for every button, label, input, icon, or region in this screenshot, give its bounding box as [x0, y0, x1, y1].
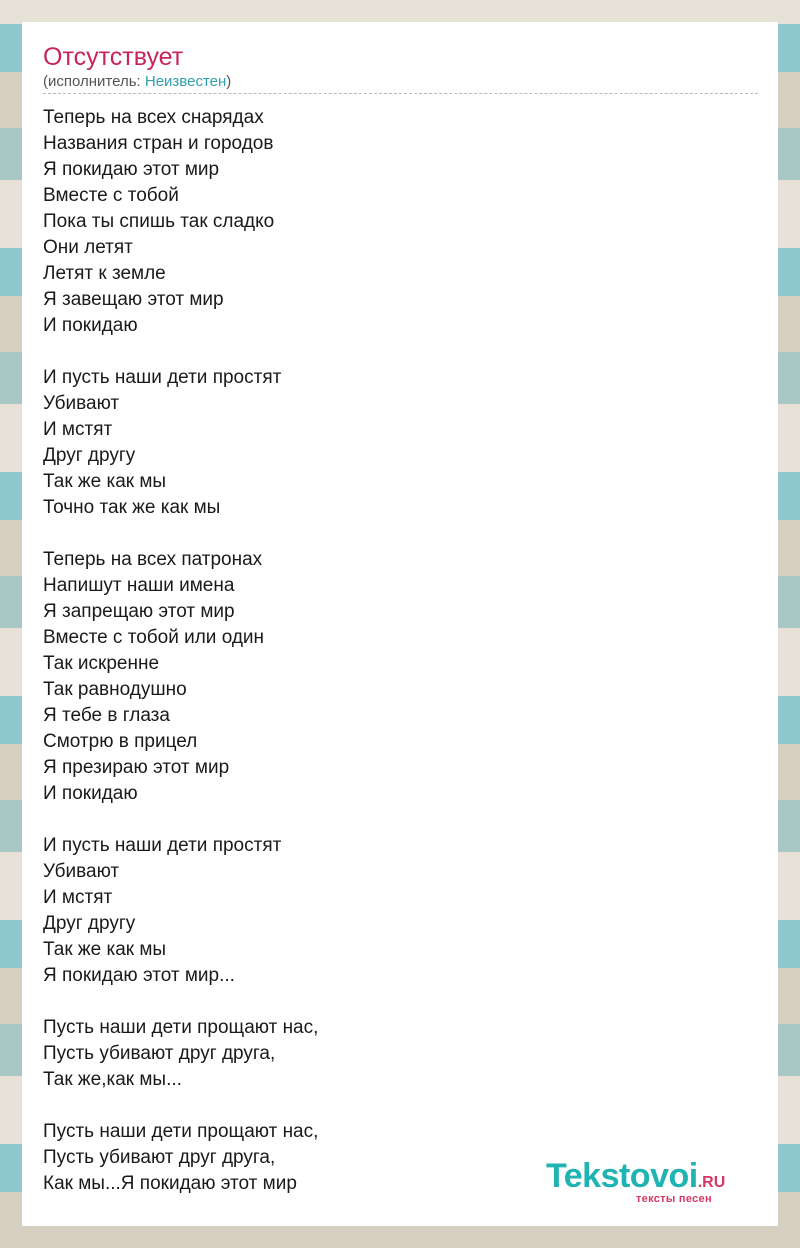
lyrics-card	[22, 22, 778, 1226]
lyrics-text: Теперь на всех снарядах Названия стран и городов Я покидаю этот мир Вместе с тобой Пока ты спишь так сладко Они летят Летят к земле Я завещаю этот мир И покидаю И пусть наши дети простят Убивают И мстят Друг другу Так же как мы Точно так же как мы Теперь на всех патронах Напишут наши имена Я запрещаю этот мир Вместе с тобой или один Так искренне Так равнодушно Я тебе в глаза Смотрю в прицел Я презираю этот мир И покидаю И пусть наши дети простят Убивают И мстят Друг другу Так же как мы Я покидаю этот мир... Пусть наши дети прощают нас, Пусть убивают друг друга, Так же,как мы... Пусть наши дети прощают нас, Пусть убивают друг друга, Как мы...Я покидаю этот мир	[43, 107, 319, 1194]
performer-prefix: (исполнитель:	[43, 73, 145, 90]
logo-name: Tekstovoi	[546, 1157, 698, 1195]
header-divider	[43, 93, 758, 94]
performer-suffix: )	[226, 73, 232, 90]
song-title: Отсутствует	[43, 43, 184, 71]
performer-link[interactable]: Неизвестен	[144, 73, 227, 90]
logo-domain: .RU	[697, 1174, 726, 1191]
logo-tagline: тексты песен	[636, 1193, 712, 1205]
performer-line	[43, 73, 231, 91]
